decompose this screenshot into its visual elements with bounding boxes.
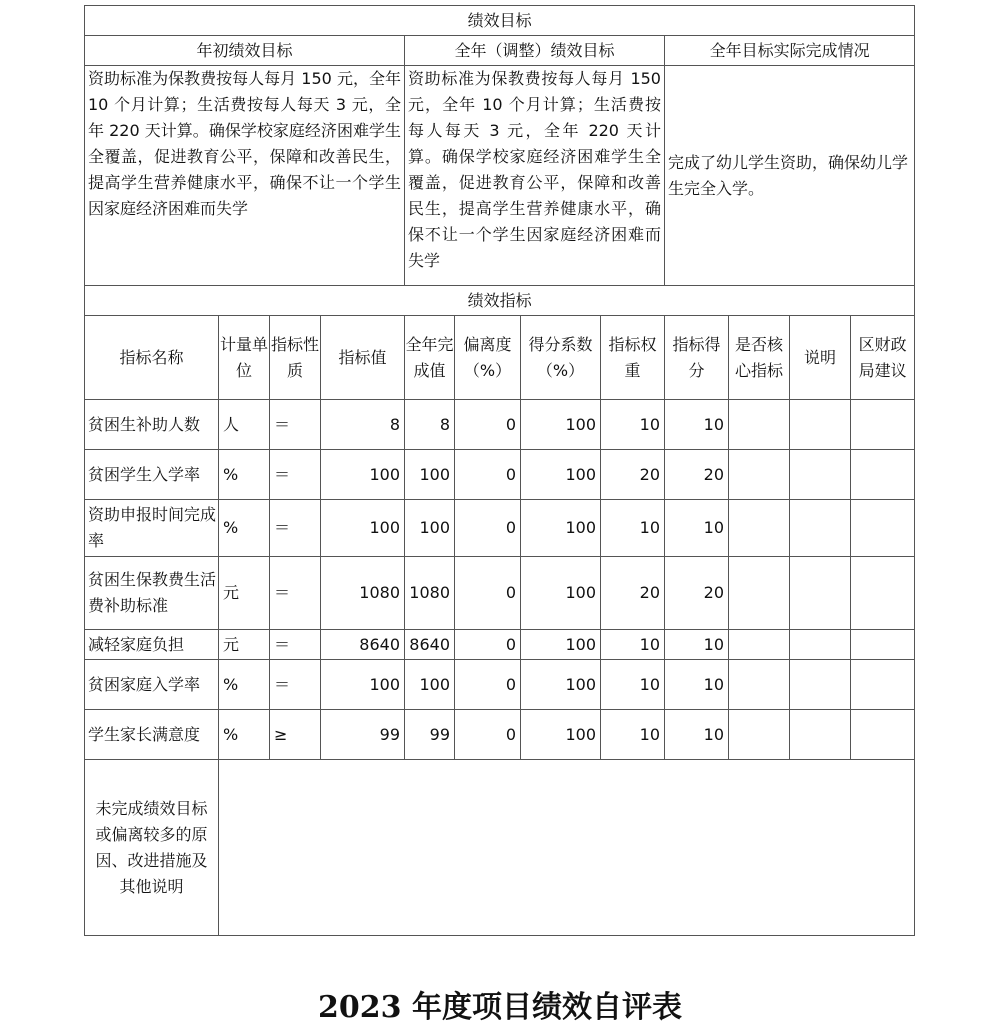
- indicator-finance-advice: [851, 710, 915, 760]
- indicator-note: [790, 400, 851, 450]
- indicator-core: [729, 400, 790, 450]
- reason-content: [219, 760, 915, 936]
- indicator-deviation: 0: [455, 630, 521, 660]
- reason-label: 未完成绩效目标或偏离较多的原因、改进措施及其他说明: [85, 760, 219, 936]
- header-target-value: 指标值: [321, 316, 405, 400]
- indicator-note: [790, 557, 851, 630]
- indicator-core: [729, 710, 790, 760]
- indicator-score: 10: [665, 660, 729, 710]
- indicator-score-coefficient: 100: [521, 660, 601, 710]
- header-actual-value: 全年完成值: [405, 316, 455, 400]
- header-finance-advice: 区财政局建议: [851, 316, 915, 400]
- indicator-deviation: 0: [455, 400, 521, 450]
- goals-section-title: 绩效目标: [85, 6, 915, 36]
- header-core-indicator: 是否核心指标: [729, 316, 790, 400]
- indicator-finance-advice: [851, 400, 915, 450]
- header-nature: 指标性质: [270, 316, 321, 400]
- indicator-unit: %: [219, 500, 270, 557]
- indicator-nature: ≥: [270, 710, 321, 760]
- indicator-nature: ＝: [270, 557, 321, 630]
- indicator-score-coefficient: 100: [521, 500, 601, 557]
- indicator-name: 资助申报时间完成率: [85, 500, 219, 557]
- indicator-name: 减轻家庭负担: [85, 630, 219, 660]
- header-indicator-name: 指标名称: [85, 316, 219, 400]
- indicator-score-coefficient: 100: [521, 400, 601, 450]
- goal-actual-header: 全年目标实际完成情况: [665, 36, 915, 66]
- indicator-unit: 元: [219, 557, 270, 630]
- table-row: [85, 400, 915, 450]
- goal-adjusted-header: 全年（调整）绩效目标: [405, 36, 665, 66]
- header-score-coefficient: 得分系数（%）: [521, 316, 601, 400]
- goal-initial-header: 年初绩效目标: [85, 36, 405, 66]
- indicator-header-row: [85, 316, 915, 400]
- indicator-target-value: 100: [321, 660, 405, 710]
- indicator-actual-value: 100: [405, 660, 455, 710]
- indicator-nature: ＝: [270, 400, 321, 450]
- page-title: 2023 年度项目绩效自评表: [318, 990, 682, 1025]
- indicator-deviation: 0: [455, 450, 521, 500]
- indicator-actual-value: 100: [405, 500, 455, 557]
- indicator-deviation: 0: [455, 710, 521, 760]
- indicator-target-value: 8640: [321, 630, 405, 660]
- table-row: [85, 630, 915, 660]
- header-weight: 指标权重: [601, 316, 665, 400]
- header-note: 说明: [790, 316, 851, 400]
- indicator-weight: 10: [601, 710, 665, 760]
- indicator-weight: 10: [601, 630, 665, 660]
- indicator-name: 贫困生保教费生活费补助标准: [85, 557, 219, 630]
- indicator-score: 10: [665, 710, 729, 760]
- indicator-nature: ＝: [270, 500, 321, 557]
- indicator-note: [790, 500, 851, 557]
- indicator-unit: 人: [219, 400, 270, 450]
- indicator-finance-advice: [851, 500, 915, 557]
- goal-actual-text: 完成了幼儿学生资助，确保幼儿学生完全入学。: [665, 66, 915, 286]
- indicator-weight: 10: [601, 400, 665, 450]
- indicator-finance-advice: [851, 557, 915, 630]
- indicator-unit: %: [219, 710, 270, 760]
- indicator-name: 贫困学生入学率: [85, 450, 219, 500]
- indicator-score-coefficient: 100: [521, 710, 601, 760]
- indicator-note: [790, 450, 851, 500]
- indicator-target-value: 100: [321, 500, 405, 557]
- header-score: 指标得分: [665, 316, 729, 400]
- indicator-unit: %: [219, 660, 270, 710]
- indicator-name: 贫困家庭入学率: [85, 660, 219, 710]
- indicator-weight: 20: [601, 450, 665, 500]
- table-row: [85, 710, 915, 760]
- indicator-deviation: 0: [455, 660, 521, 710]
- goal-adjusted-text: 资助标准为保教费按每人每月 150 元，全年 10 个月计算；生活费按每人每天 3 元，全年 220 天计算。确保学校家庭经济困难学生全覆盖，促进教育公平，保障和改善民生，提高学生营养健康水平，确保不让一个学生因家庭经济困难而失学: [405, 66, 665, 286]
- indicator-nature: ＝: [270, 630, 321, 660]
- indicator-nature: ＝: [270, 450, 321, 500]
- indicator-core: [729, 450, 790, 500]
- indicator-core: [729, 500, 790, 557]
- indicator-actual-value: 100: [405, 450, 455, 500]
- indicator-core: [729, 630, 790, 660]
- indicator-finance-advice: [851, 630, 915, 660]
- indicator-unit: %: [219, 450, 270, 500]
- indicator-target-value: 1080: [321, 557, 405, 630]
- indicator-score-coefficient: 100: [521, 450, 601, 500]
- indicator-score-coefficient: 100: [521, 630, 601, 660]
- indicator-weight: 10: [601, 660, 665, 710]
- indicator-target-value: 99: [321, 710, 405, 760]
- indicator-target-value: 8: [321, 400, 405, 450]
- indicator-name: 学生家长满意度: [85, 710, 219, 760]
- goal-initial-text: 资助标准为保教费按每人每月 150 元，全年 10 个月计算；生活费按每人每天 3 元，全年 220 天计算。确保学校家庭经济困难学生全覆盖，促进教育公平，保障和改善民生，提高学生营养健康水平，确保不让一个学生因家庭经济困难而失学: [85, 66, 405, 286]
- indicator-note: [790, 710, 851, 760]
- indicator-score-coefficient: 100: [521, 557, 601, 630]
- header-deviation: 偏离度（%）: [455, 316, 521, 400]
- header-unit: 计量单位: [219, 316, 270, 400]
- indicator-score: 20: [665, 557, 729, 630]
- indicator-name: 贫困生补助人数: [85, 400, 219, 450]
- indicator-finance-advice: [851, 660, 915, 710]
- table-row: [85, 450, 915, 500]
- indicator-score: 20: [665, 450, 729, 500]
- indicator-weight: 20: [601, 557, 665, 630]
- indicator-core: [729, 660, 790, 710]
- indicator-core: [729, 557, 790, 630]
- indicator-target-value: 100: [321, 450, 405, 500]
- indicator-actual-value: 8: [405, 400, 455, 450]
- table-row: [85, 557, 915, 630]
- indicator-note: [790, 630, 851, 660]
- indicator-finance-advice: [851, 450, 915, 500]
- performance-table: [84, 5, 915, 936]
- indicator-actual-value: 99: [405, 710, 455, 760]
- indicator-score: 10: [665, 500, 729, 557]
- indicator-score: 10: [665, 400, 729, 450]
- indicator-actual-value: 1080: [405, 557, 455, 630]
- indicator-actual-value: 8640: [405, 630, 455, 660]
- table-row: [85, 500, 915, 557]
- table-row: [85, 660, 915, 710]
- indicators-section-title: 绩效指标: [85, 286, 915, 316]
- indicator-note: [790, 660, 851, 710]
- indicator-unit: 元: [219, 630, 270, 660]
- indicator-deviation: 0: [455, 500, 521, 557]
- indicator-weight: 10: [601, 500, 665, 557]
- indicator-nature: ＝: [270, 660, 321, 710]
- indicator-deviation: 0: [455, 557, 521, 630]
- indicator-score: 10: [665, 630, 729, 660]
